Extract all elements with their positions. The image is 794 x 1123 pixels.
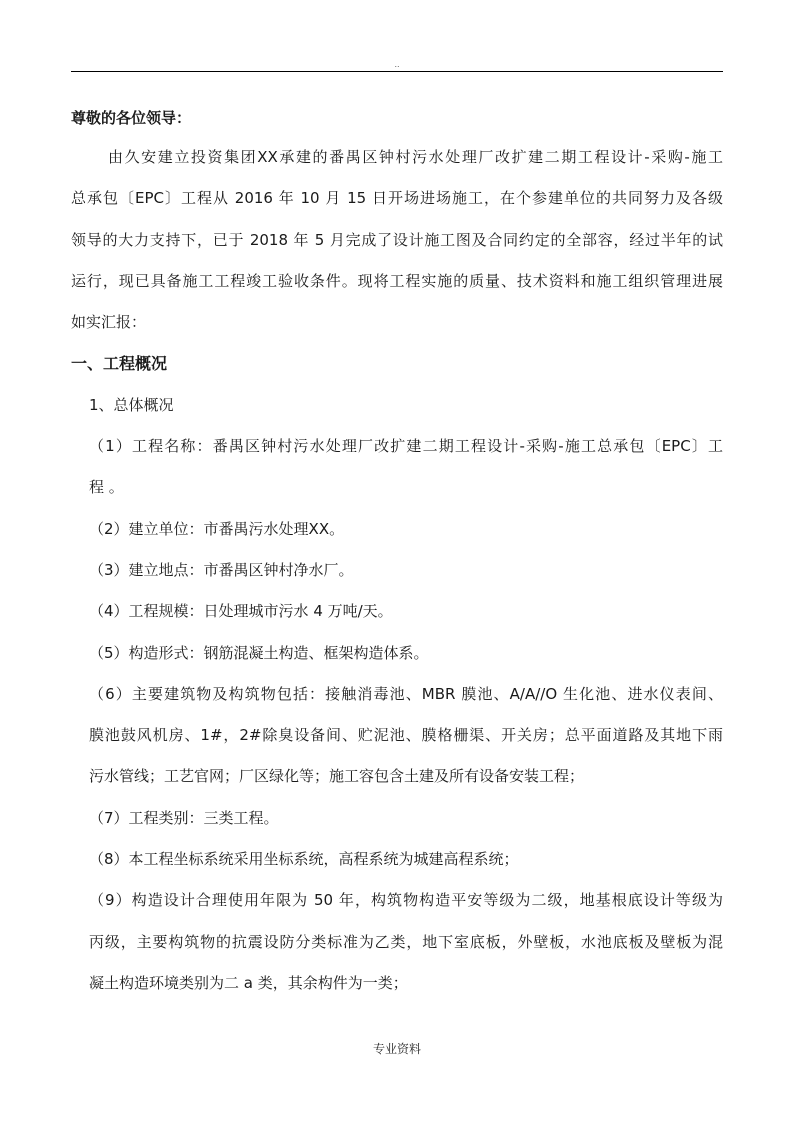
intro-line: 总承包〔EPC〕工程从 2016 年 10 月 15 日开场进场施工，在个参建单位的共同努力及各级 [71,189,723,208]
list-item-continuation: 膜池鼓风机房、1#，2#除臭设备间、贮泥池、膜格栅渠、开关房；总平面道路及其地下雨 [89,726,723,745]
greeting: 尊敬的各位领导： [71,109,192,127]
list-item: （3）建立地点：市番禺区钟村净水厂。 [89,560,354,579]
list-item-continuation: 污水管线；工艺官网；厂区绿化等；施工容包含土建及所有设备安装工程； [89,767,585,786]
intro-line: 如实汇报： [71,313,147,332]
list-item: （2）建立单位：市番禺污水处理XX。 [89,519,345,538]
list-item: （5）构造形式：钢筋混凝土构造、框架构造体系。 [89,643,429,662]
section-heading: 一、工程概况 [71,354,168,374]
list-item: （6）主要建筑物及构筑物包括：接触消毒池、MBR 膜池、A/A//O 生化池、进水仪表间、 [89,684,723,703]
sub-heading: 1、总体概况 [89,395,174,414]
header-mark: .. [394,60,400,69]
list-item: （4）工程规模：日处理城市污水 4 万吨/天。 [89,602,393,621]
intro-line: 运行，现已具备施工工程竣工验收条件。现将工程实施的质量、技术资料和施工组织管理进展 [71,271,723,290]
intro-line: 领导的大力支持下，已于 2018 年 5 月完成了设计施工图及合同约定的全部容，经过半年的试 [71,230,723,249]
list-item-continuation: 丙级，主要构筑物的抗震设防分类标准为乙类，地下室底板，外壁板，水池底板及壁板为混 [89,932,723,951]
list-item-continuation: 程 。 [89,478,124,497]
intro-paragraph [71,137,723,343]
list-item-continuation: 凝土构造环境类别为二 a 类，其余构件为一类； [89,973,408,992]
list-item: （8）本工程坐标系统采用坐标系统，高程系统为城建高程系统； [89,850,519,869]
document-body [71,100,723,1004]
footer-label: 专业资料 [372,1042,421,1056]
overview-list [71,426,723,1004]
list-item: （9）构造设计合理使用年限为 50 年，构筑物构造平安等级为二级，地基根底设计等级为 [89,891,723,910]
header-rule [71,71,723,72]
list-item: （1）工程名称：番禺区钟村污水处理厂改扩建二期工程设计-采购-施工总承包〔EPC〕工 [89,437,723,456]
list-item: （7）工程类别：三类工程。 [89,808,279,827]
intro-line: 由久安建立投资集团XX承建的番禺区钟村污水处理厂改扩建二期工程设计-采购-施工 [108,148,723,166]
